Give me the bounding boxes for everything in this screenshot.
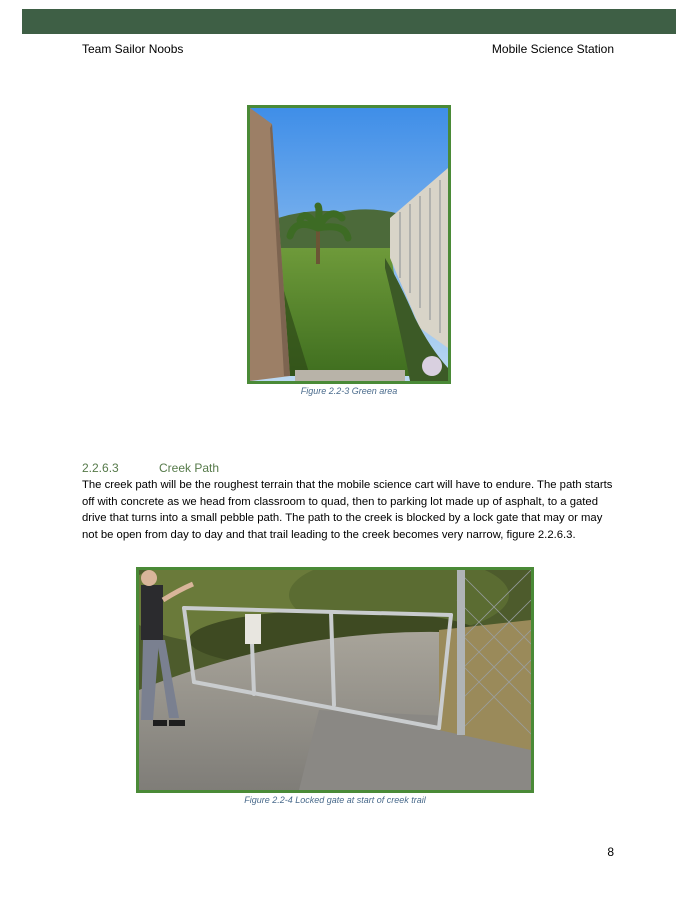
- header-right-text: Mobile Science Station: [491, 42, 614, 56]
- page-number: 8: [607, 845, 614, 859]
- section-body-text: The creek path will be the roughest terrain that the mobile science cart will have to endure. The path starts off with concrete as we head from classroom to quad, then to parking lot made up of asphalt, to a gated drive that turns into a small pebble path. The path to the creek is blocked by a lock gate that may or may not be open from day to day and that trail leading to the creek becomes very narrow, figure 2.2.6.3.: [82, 479, 613, 541]
- figure-caption-locked-gate: Figure 2.2-4 Locked gate at start of creek trail: [244, 795, 426, 805]
- green-area-photo: [247, 105, 451, 384]
- header-bar: [22, 9, 676, 34]
- locked-gate-photo: [136, 567, 534, 793]
- section-title: Creek Path: [159, 461, 220, 475]
- header-left-text: Team Sailor Noobs: [82, 42, 184, 56]
- figure-caption-green-area: Figure 2.2-3 Green area: [300, 386, 398, 396]
- section-heading: [82, 461, 219, 475]
- section-number: 2.2.6.3: [82, 461, 119, 475]
